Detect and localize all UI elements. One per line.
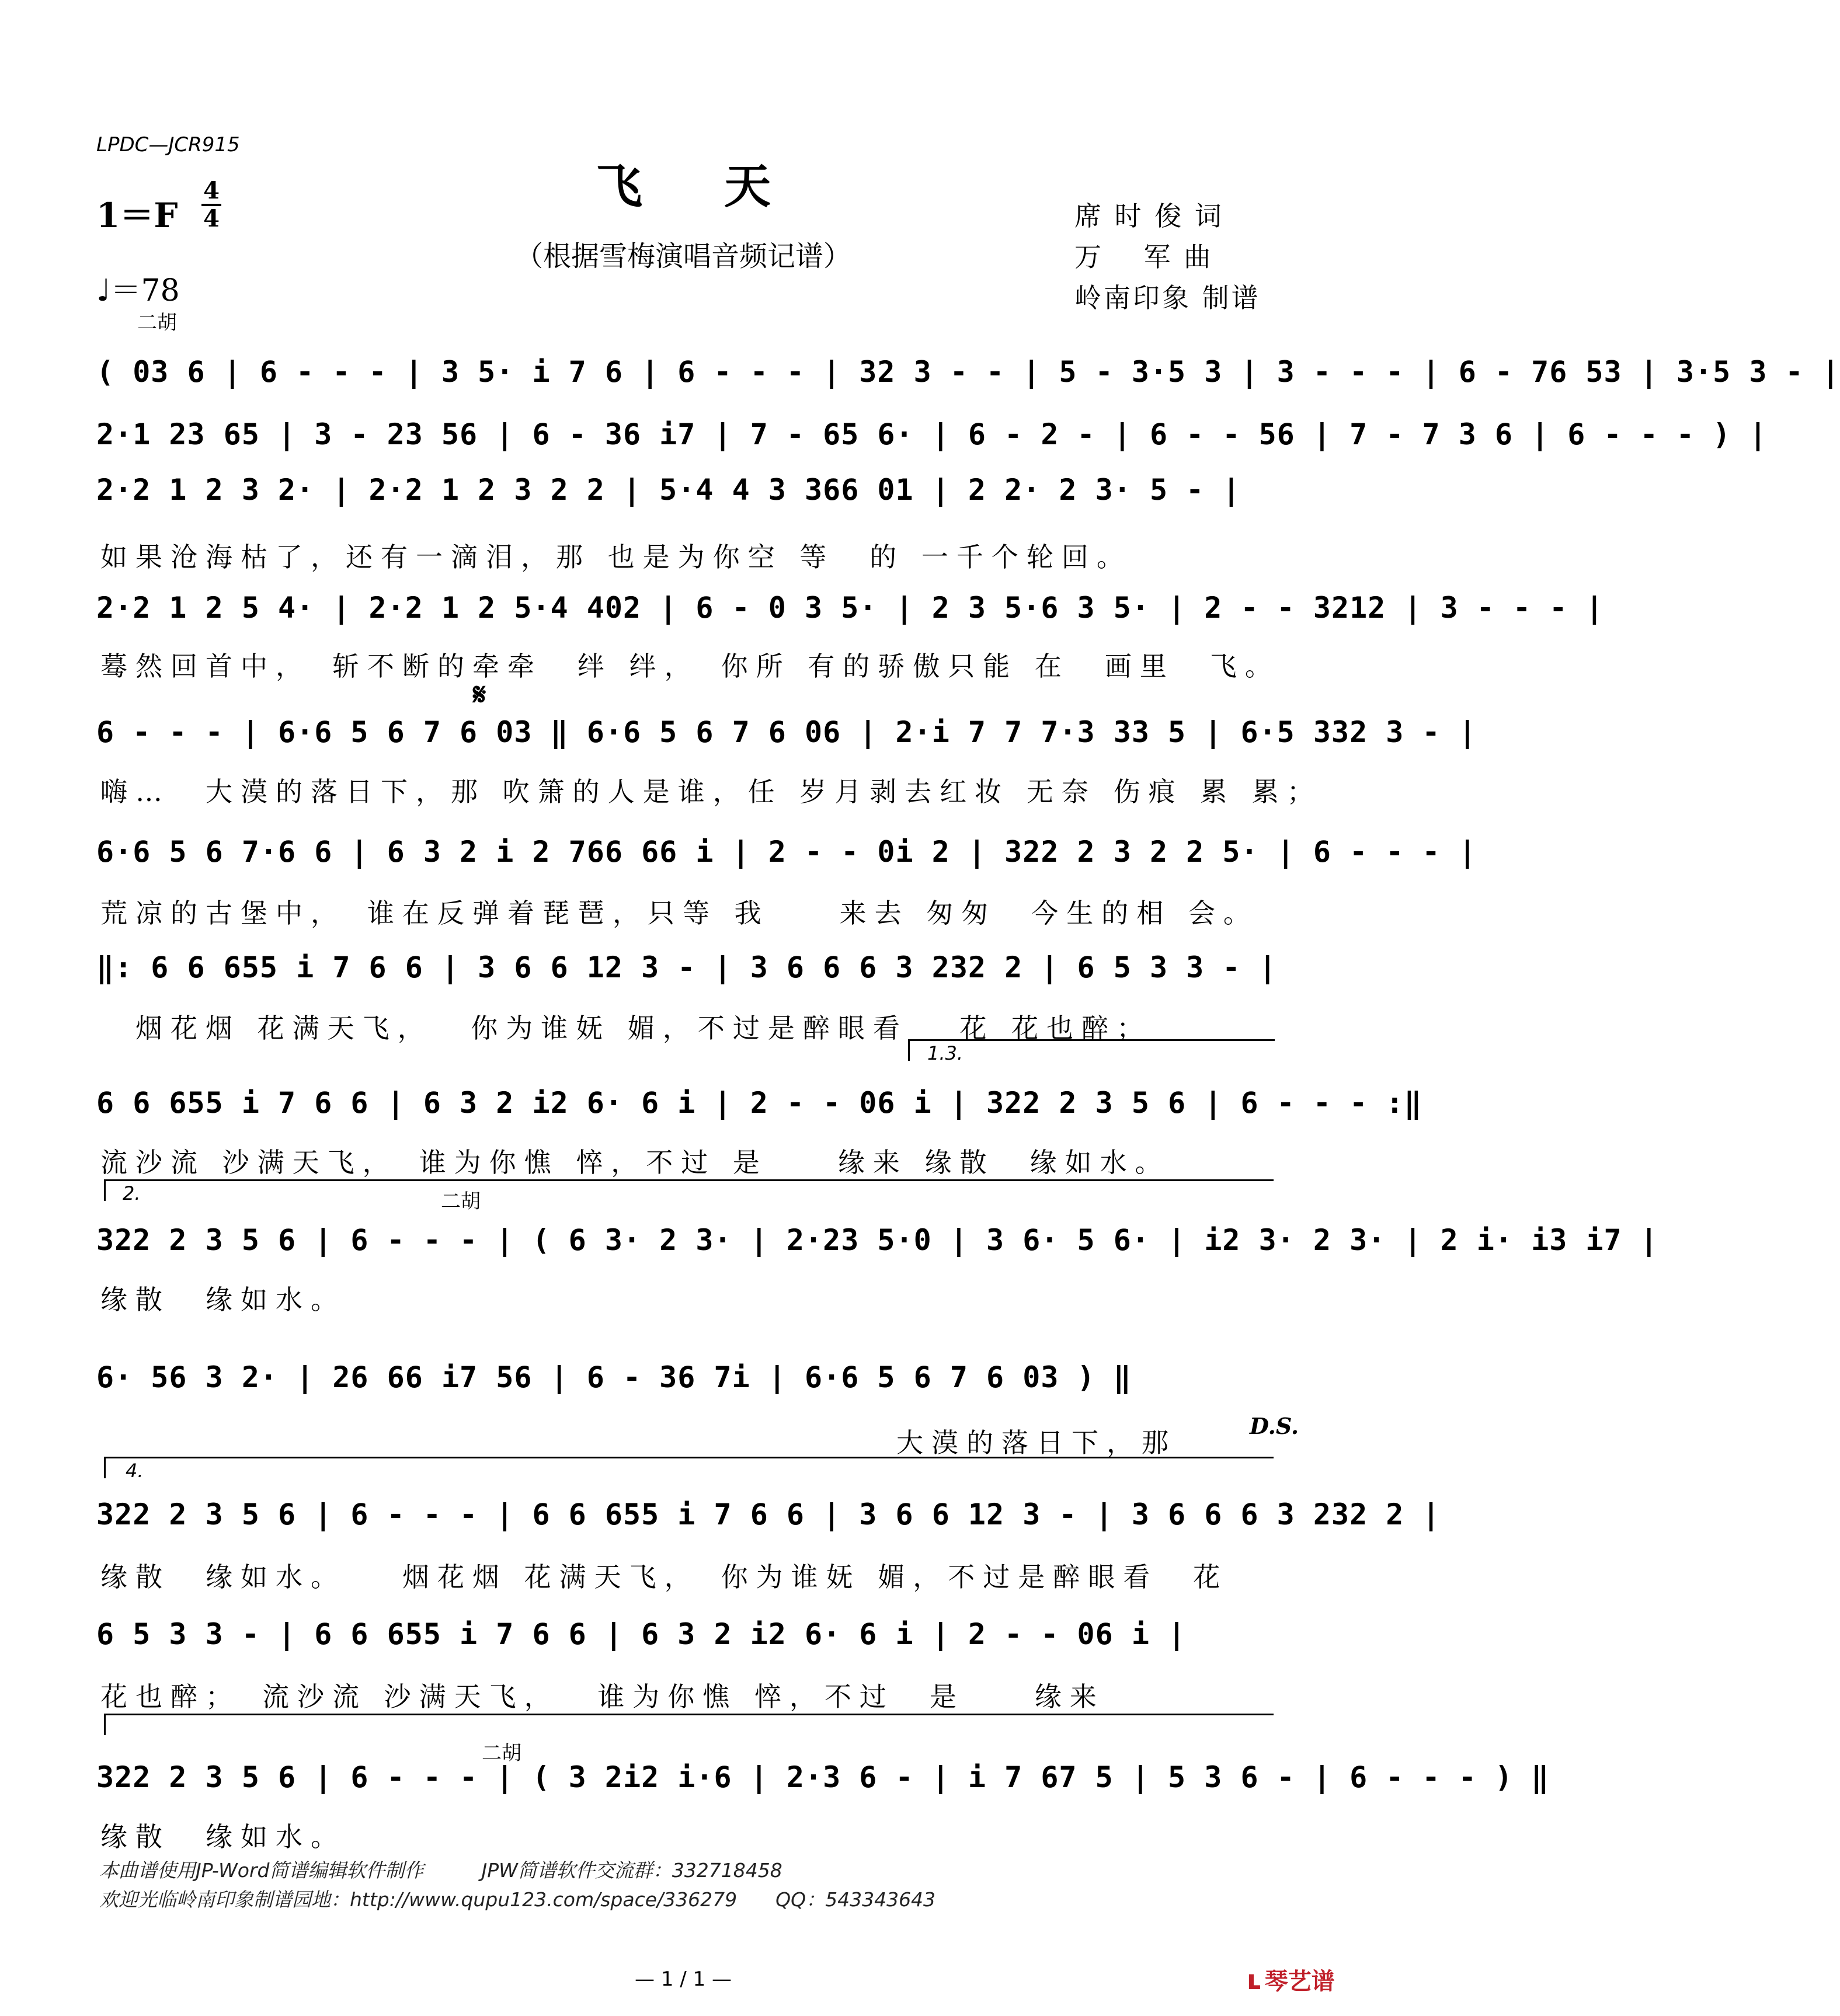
- volta-2-label: 2.: [123, 1182, 141, 1204]
- time-signature: [201, 178, 221, 232]
- volta-1-3-label: 1.3.: [927, 1042, 964, 1064]
- page-title: 飞天: [596, 159, 853, 214]
- notation-row-9: 322 2 3 5 6 | 6 - - - | ( 6 3· 2 3· | 2·23 5·0 | 3 6· 5 6· | i2 3· 2 3· | 2 i· i3 i7 |: [96, 1223, 1658, 1257]
- volta-bracket-1-3: [908, 1039, 1275, 1061]
- volta-bracket-4: [104, 1457, 1274, 1478]
- notation-row-11: 322 2 3 5 6 | 6 - - - | 6 6 655 i 7 6 6 | 3 6 6 12 3 - | 3 6 6 6 3 232 2 |: [96, 1498, 1441, 1531]
- notation-row-4: 2·2 1 2 5 4· | 2·2 1 2 5·4 402 | 6 - 0 3 5· | 2 3 5·6 3 5· | 2 - - 3212 | 3 - - - |: [96, 591, 1604, 625]
- dal-segno-mark: D.S.: [1250, 1413, 1299, 1439]
- notation-row-7: ‖: 6 6 655 i 7 6 6 | 3 6 6 12 3 - | 3 6 6 6 3 232 2 | 6 5 3 3 - |: [96, 950, 1277, 984]
- lyric-line-10: 花也醉； 流沙流 沙满天飞， 谁为你憔 悴，不过 是 缘来: [100, 1681, 1105, 1712]
- notation-row-3: 2·2 1 2 3 2· | 2·2 1 2 3 2 2 | 5·4 4 3 366 01 | 2 2· 2 3· 5 - |: [96, 473, 1241, 507]
- notation-row-1: ( 03 6 | 6 - - - | 3 5· i 7 6 | 6 - - - | 32 3 - - | 5 - 3·5 3 | 3 - - - | 6 - 76 53 | 3·5 3 - |: [96, 355, 1840, 389]
- notation-row-2: 2·1 23 65 | 3 - 23 56 | 6 - 36 i7 | 7 - 65 6· | 6 - 2 - | 6 - - 56 | 7 - 7 3 6 | 6 - - - ) |: [96, 417, 1768, 451]
- key-signature: 1＝F: [96, 196, 178, 235]
- notation-row-13: 322 2 3 5 6 | 6 - - - | ( 3 2i2 i·6 | 2·3 6 - | i 7 67 5 | 5 3 6 - | 6 - - - ) ‖: [96, 1760, 1550, 1794]
- footer-line-1: 本曲谱使用JP-Word简谱编辑软件制作 JPW简谱软件交流群：332718458: [99, 1859, 782, 1882]
- lyric-line-11: 缘散 缘如水。: [100, 1821, 346, 1853]
- page-number: — 1 / 1 —: [635, 1968, 732, 1991]
- notation-row-5: 6 - - - | 6·6 5 6 7 6 03 ‖ 6·6 5 6 7 6 06 | 2·i 7 7 7·3 33 5 | 6·5 332 3 - |: [96, 715, 1477, 749]
- lyric-line-2: 蓦然回首中， 斩不断的牵牵 绊 绊， 你所 有的骄傲只能 在 画里 飞。: [100, 650, 1280, 682]
- footer-line-2: 欢迎光临岭南印象制谱园地：http://www.qupu123.com/space/336279 QQ：543343643: [99, 1888, 936, 1911]
- segno-sign: 𝄋: [473, 677, 486, 712]
- lyric-line-6: 流沙流 沙满天飞， 谁为你憔 悴，不过 是 缘来 缘散 缘如水。: [100, 1147, 1170, 1178]
- logo-icon: ʟ: [1247, 1964, 1261, 1996]
- volta-bracket-2: [104, 1179, 1274, 1201]
- notation-row-10: 6· 56 3 2· | 26 66 i7 56 | 6 - 36 7i | 6·6 5 6 7 6 03 ) ‖: [96, 1360, 1132, 1394]
- erhu-label-intro: 二胡: [137, 311, 177, 335]
- lyric-line-3: 嗨… 大漠的落日下，那 吹箫的人是谁，任 岁月剥去红妆 无奈 伤痕 累 累；: [100, 776, 1322, 807]
- time-bottom: 4: [203, 205, 220, 232]
- lyric-line-4: 荒凉的古堡中， 谁在反弹着琵琶，只等 我 来去 匆匆 今生的相 会。: [100, 897, 1258, 929]
- composer: 万 军 曲: [1074, 241, 1213, 273]
- final-bracket: [104, 1714, 1274, 1735]
- lyric-line-8: 大漠的落日下，那: [896, 1427, 1177, 1458]
- volta-4-label: 4.: [126, 1460, 144, 1482]
- notation-row-6: 6·6 5 6 7·6 6 | 6 3 2 i 2 766 66 i | 2 - - 0i 2 | 322 2 3 2 2 5· | 6 - - - |: [96, 835, 1477, 869]
- lyric-line-9: 缘散 缘如水。 烟花烟 花满天飞， 你为谁妩 媚，不过是醉眼看 花: [100, 1561, 1229, 1593]
- score-code: LPDC—JCR915: [96, 133, 240, 156]
- arranger: 岭南印象 制谱: [1074, 282, 1261, 314]
- tempo-mark: ♩＝78: [96, 273, 180, 308]
- lyric-line-5: 烟花烟 花满天飞， 你为谁妩 媚，不过是醉眼看 花 花也醉；: [100, 1012, 1152, 1044]
- logo-text: 琴艺谱: [1264, 1968, 1335, 1995]
- notation-row-12: 6 5 3 3 - | 6 6 655 i 7 6 6 | 6 3 2 i2 6· 6 i | 2 - - 06 i |: [96, 1617, 1187, 1651]
- site-logo: [1247, 1963, 1335, 1996]
- lyric-line-7: 缘散 缘如水。: [100, 1284, 346, 1315]
- erhu-label-interlude: 二胡: [441, 1190, 481, 1213]
- subtitle: （根据雪梅演唱音频记谱）: [514, 240, 851, 273]
- notation-row-8: 6 6 655 i 7 6 6 | 6 3 2 i2 6· 6 i | 2 - - 06 i | 322 2 3 5 6 | 6 - - - :‖: [96, 1086, 1422, 1120]
- time-top: 4: [203, 177, 220, 204]
- credits: [1074, 196, 1261, 318]
- lyric-line-1: 如果沧海枯了，还有一滴泪，那 也是为你空 等 的 一千个轮回。: [100, 541, 1132, 573]
- erhu-label-outro: 二胡: [482, 1742, 521, 1765]
- lyricist: 席 时 俊 词: [1074, 200, 1224, 232]
